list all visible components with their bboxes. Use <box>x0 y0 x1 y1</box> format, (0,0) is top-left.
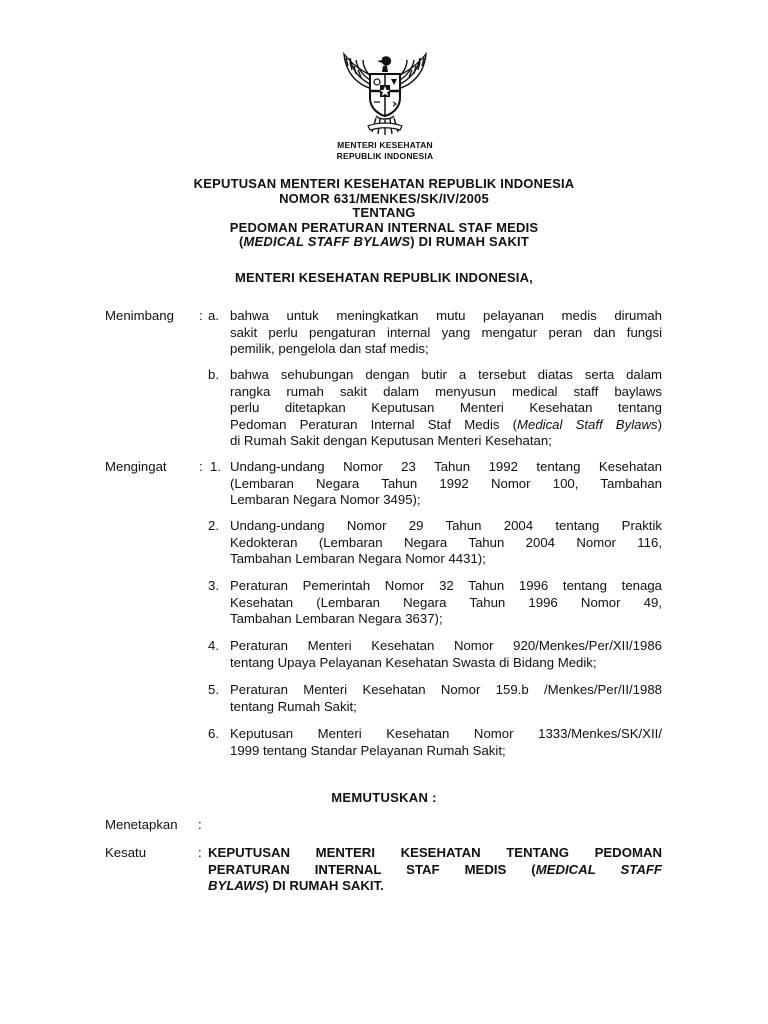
title-line: KEPUTUSAN MENTERI KESEHATAN REPUBLIK INDONESIA <box>193 176 575 191</box>
text-line: rangka rumah sakit dalam menyusun medical staff baylaws <box>230 383 662 399</box>
mengingat-marker: 5. <box>208 682 219 697</box>
menimbang-marker: b. <box>208 367 219 382</box>
text-fragment: Pedoman Peraturan Internal Staf Medis ( <box>230 416 517 432</box>
kesatu-label: Kesatu <box>105 845 147 860</box>
mengingat-item-6 <box>230 726 662 759</box>
text-fragment: ) DI RUMAH SAKIT. <box>264 878 384 893</box>
title-line: TENTANG <box>352 205 416 220</box>
text-line: tentang Upaya Pelayanan Kesehatan Swasta di Bidang Medik; <box>230 654 597 670</box>
text-line: Peraturan Pemerintah Nomor 32 Tahun 1996 tentang tenaga <box>230 578 662 593</box>
text-line: Peraturan Menteri Kesehatan Nomor 159.b /Menkes/Per/II/1988 <box>230 682 662 697</box>
text-line: Peraturan Menteri Kesehatan Nomor 920/Menkes/Per/XII/1986 <box>230 638 662 653</box>
document-title <box>0 177 768 250</box>
mengingat-colon: : <box>199 459 203 474</box>
title-paren: ( <box>238 234 244 249</box>
text-line: tentang Rumah Sakit; <box>230 698 357 714</box>
italic-fragment: BYLAWS <box>208 878 265 893</box>
title-line: NOMOR 631/MENKES/SK/IV/2005 <box>279 190 489 206</box>
text-line <box>208 878 662 895</box>
mengingat-item-5 <box>230 682 662 715</box>
text-line: Tambahan Lembaran Negara Nomor 4431); <box>230 551 486 566</box>
menimbang-label: Menimbang <box>105 308 174 323</box>
mengingat-marker: 6. <box>208 726 219 741</box>
text-line: Kesehatan (Lembaran Negara Tahun 1996 Nomor 49, <box>230 594 662 610</box>
mengingat-marker: 4. <box>208 638 219 653</box>
menteri-heading: MENTERI KESEHATAN REPUBLIK INDONESIA, <box>235 270 533 285</box>
text-line: perlu ditetapkan Keputusan Menteri Kesehatan tentang <box>230 400 662 415</box>
menetapkan-colon: : <box>198 817 202 832</box>
text-line <box>208 862 662 879</box>
mengingat-marker: 2. <box>208 518 219 533</box>
kesatu-text <box>208 845 662 895</box>
ministry-line: MENTERI KESEHATAN <box>337 140 433 150</box>
text-line: (Lembaran Negara Tahun 1992 Nomor 100, Tambahan <box>230 475 662 491</box>
text-line: KEPUTUSAN MENTERI KESEHATAN TENTANG PEDOMAN <box>208 845 662 860</box>
menetapkan-label: Menetapkan <box>105 817 178 832</box>
text-line: bahwa untuk meningkatkan mutu pelayanan medis dirumah <box>230 308 662 323</box>
menimbang-colon: : <box>199 308 203 323</box>
text-line: Lembaran Negara Nomor 3495); <box>230 492 421 507</box>
title-line: PEDOMAN PERATURAN INTERNAL STAF MEDIS <box>229 219 539 235</box>
text-line: di Rumah Sakit dengan Keputusan Menteri Kesehatan; <box>230 433 552 448</box>
kesatu-colon: : <box>198 845 202 860</box>
text-fragment: ) <box>657 416 662 432</box>
menimbang-item-b <box>230 367 662 450</box>
text-line: Undang-undang Nomor 23 Tahun 1992 tentang Kesehatan <box>230 459 662 474</box>
mengingat-label: Mengingat <box>105 459 167 474</box>
memutuskan-heading: MEMUTUSKAN : <box>331 790 437 805</box>
garuda-emblem-icon <box>338 46 432 138</box>
title-rest: ) DI RUMAH SAKIT <box>410 234 530 249</box>
text-line <box>230 417 662 434</box>
italic-fragment: MEDICAL STAFF <box>535 861 662 877</box>
italic-fragment: Medical Staff Bylaws <box>517 416 658 432</box>
text-line: pemilik, pengelola dan staf medis; <box>230 341 429 356</box>
mengingat-item-4 <box>230 638 662 671</box>
menimbang-marker: a. <box>208 308 219 323</box>
title-line <box>0 235 768 250</box>
title-italic: MEDICAL STAFF BYLAWS <box>243 234 411 249</box>
text-line: sakit perlu pengaturan internal yang mengatur peran dan fungsi <box>230 324 662 340</box>
mengingat-marker: 1. <box>210 459 221 474</box>
text-line: 1999 tentang Standar Pelayanan Rumah Sakit; <box>230 742 506 758</box>
text-line: Keputusan Menteri Kesehatan Nomor 1333/Menkes/SK/XII/ <box>230 726 662 741</box>
mengingat-item-2 <box>230 518 662 568</box>
text-line: Undang-undang Nomor 29 Tahun 2004 tentang Praktik <box>230 518 662 533</box>
menimbang-item-a <box>230 308 662 358</box>
text-line: Kedokteran (Lembaran Negara Tahun 2004 Nomor 116, <box>230 534 662 550</box>
ministry-line: REPUBLIK INDONESIA <box>336 151 434 161</box>
mengingat-item-1 <box>230 459 662 509</box>
mengingat-marker: 3. <box>208 578 219 593</box>
ministry-caption <box>300 140 470 162</box>
text-line: bahwa sehubungan dengan butir a tersebut diatas serta dalam <box>230 367 662 382</box>
text-line: Tambahan Lembaran Negara 3637); <box>230 611 443 626</box>
mengingat-item-3 <box>230 578 662 628</box>
text-fragment: PERATURAN INTERNAL STAF MEDIS ( <box>208 861 536 877</box>
